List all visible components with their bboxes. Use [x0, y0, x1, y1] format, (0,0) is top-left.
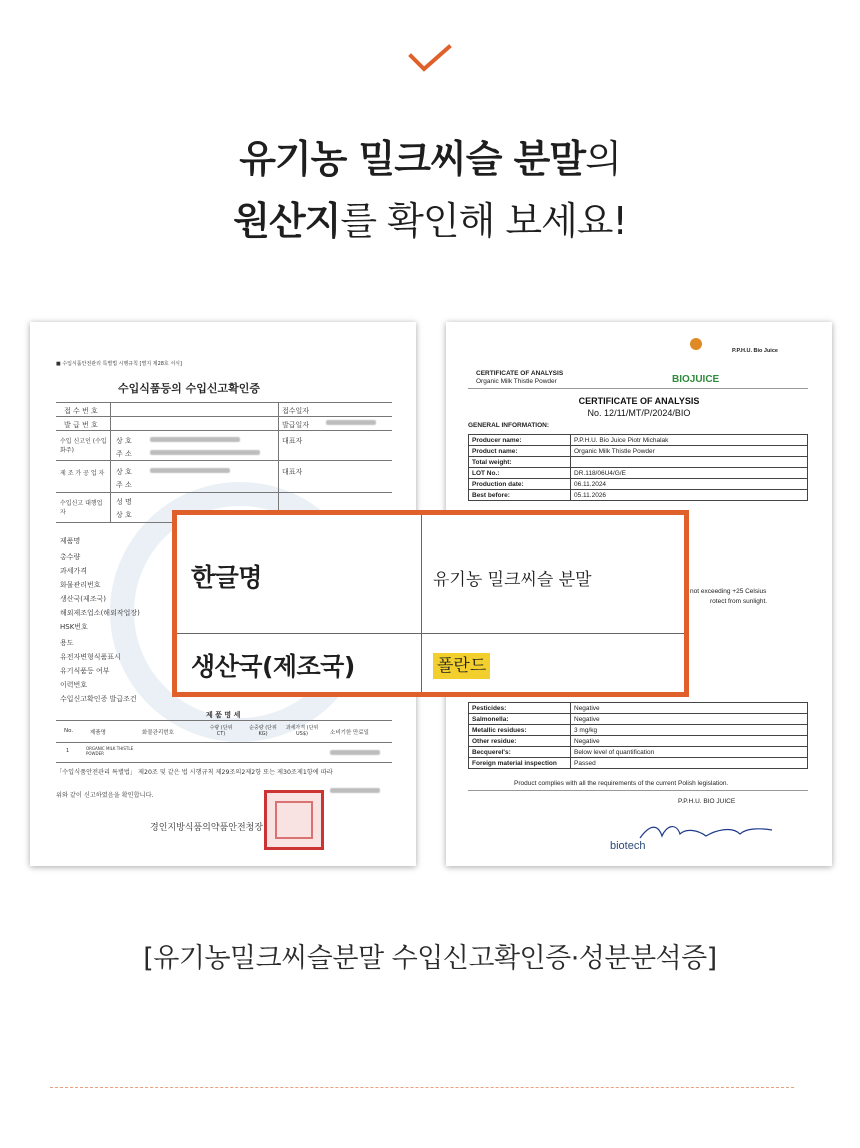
check-icon — [405, 42, 455, 78]
analysis-table: Pesticides: Negative Salmonella: Negative Metallic residues: 3 mg/kg Other residue: Negative Becquerel's: Below level of quantification Foreign material inspection Passed — [468, 702, 808, 769]
row-agent: 수입신고 대행업자 — [60, 500, 103, 516]
spec-header-qty: 수량 (단위CT) — [209, 725, 233, 737]
receipt-date-label: 접수일자 — [282, 407, 310, 415]
biotech-logo: biotech — [610, 840, 646, 852]
origin-overlay-table — [172, 510, 689, 697]
headline-light-2: 를 확인해 보세요! — [340, 199, 627, 243]
spec-header-weight: 순중량 (단위KG) — [249, 725, 277, 737]
header-product: Organic Milk Thistle Powder — [476, 378, 557, 385]
storage-text-2: rotect from sunlight. — [710, 598, 768, 605]
signoff: P.P.H.U. BIO JUICE — [678, 798, 736, 805]
storage-text-1: not exceeding +25 Celsius — [690, 588, 767, 595]
general-info-table: Producer name: P.P.H.U. Bio Juice Piotr Michalak Product name: Organic Milk Thistle Powder Total weight: LOT No.: DR.118/06U4/G/E Production date: 06.11.2024 Best before: 05.11.2026 — [468, 434, 808, 501]
certificate-title: 수입식품등의 수입신고확인증 — [118, 382, 260, 395]
row-agent-company: 상 호 — [116, 511, 132, 519]
field-gmo-label: 유전자변형식품표시 — [60, 653, 121, 661]
form-note: ■ 수입식품안전관리 특별법 시행규칙 [별지 제28호 서식] — [56, 361, 182, 367]
compliance-text: Product complies with all the requirements of the current Polish legislation. — [514, 780, 729, 787]
spec-header-cargo: 화물관리번호 — [142, 730, 174, 736]
issue-date-label: 발급일자 — [282, 421, 310, 429]
overlay-row-korean-name — [177, 515, 684, 633]
field-organic: 유기식품등 여부 — [60, 667, 110, 675]
spec-header-price: 과세가격 (단위US$) — [285, 725, 319, 737]
field-trace-number: 이력번호 — [60, 681, 88, 689]
korean-name-label: 한글명 — [191, 563, 262, 592]
field-hsk-number: HSK번호 — [60, 623, 88, 631]
row-manufacturer: 제 조 가 공 업 자 — [60, 470, 105, 477]
headline-light-1: 의 — [585, 137, 621, 181]
row-importer-address: 주 소 — [116, 450, 132, 458]
spec-header-expiry: 소비기한 만료일 — [330, 730, 369, 736]
caption: [유기농밀크씨슬분말 수입신고확인증·성분분석증] — [143, 943, 717, 974]
row-manufacturer-name: 상 호 — [116, 468, 132, 476]
spec-header-product: 제품명 — [90, 730, 106, 736]
row-importer-name: 상 호 — [116, 437, 132, 445]
confirm-text: 위와 같이 신고하였음을 확인합니다. — [56, 792, 154, 799]
field-total-quantity: 총수량 — [60, 553, 81, 561]
header-title: CERTIFICATE OF ANALYSIS — [476, 370, 564, 377]
korean-name-value: 유기농 밀크씨슬 분말 — [433, 570, 592, 590]
product-spec-title: 제 품 명 세 — [206, 711, 241, 719]
field-origin-country: 생산국(제조국) — [60, 595, 107, 603]
signature — [636, 820, 776, 844]
field-cargo-number: 화물관리번호 — [60, 581, 101, 589]
apple-icon — [690, 338, 702, 350]
headline-bold-1: 유기농 밀크씨슬 분말 — [239, 137, 586, 181]
origin-value: 폴란드 — [433, 653, 490, 679]
spec-row-product: ORGANIC MILK THISTLE POWDER — [86, 746, 134, 756]
dashed-divider — [50, 1087, 794, 1088]
spec-row-no: 1 — [66, 748, 70, 754]
field-usage: 용도 — [60, 639, 74, 647]
headline-bold-2: 원산지 — [233, 199, 341, 243]
company-top: P.P.H.U. Bio Juice — [732, 348, 778, 354]
spec-header-no: No. — [64, 728, 74, 734]
law-text: 「수입식품안전관리 특별법」 제20조 및 같은 법 시행규칙 제29조의2제2항 또는 제30조제1항에 따라 — [56, 769, 333, 776]
row-manufacturer-address: 주 소 — [116, 481, 132, 489]
row-receipt-number: 접 수 번 호 — [64, 407, 98, 415]
issuer-name: 경인지방식품의약품안전청장 — [150, 823, 264, 833]
coa-title: CERTIFICATE OF ANALYSIS — [578, 396, 700, 406]
coa-number: No. 12/11/MT/P/2024/BIO — [587, 408, 691, 418]
manufacturer-ceo-label: 대표자 — [282, 468, 303, 476]
headline-line-2 — [0, 190, 860, 245]
field-overseas-plant: 해외제조업소(해외작업장) — [60, 609, 140, 617]
field-issue-condition: 수입신고확인증 발급조건 — [60, 695, 137, 703]
official-seal — [264, 790, 324, 850]
headline-line-1 — [0, 128, 860, 183]
row-agent-person: 성 명 — [116, 498, 132, 506]
row-importer: 수입 신고인 (수입 화주) — [60, 438, 107, 454]
field-product-name: 제품명 — [60, 537, 81, 545]
overlay-row-origin — [177, 633, 684, 692]
brand-logo: BIOJUICE — [672, 374, 720, 385]
origin-label: 생산국(제조국) — [191, 652, 355, 681]
row-issue-number: 발 급 번 호 — [64, 421, 98, 429]
section-general: GENERAL INFORMATION: — [468, 422, 550, 429]
field-taxable-price: 과세가격 — [60, 567, 88, 575]
importer-ceo-label: 대표자 — [282, 437, 303, 445]
